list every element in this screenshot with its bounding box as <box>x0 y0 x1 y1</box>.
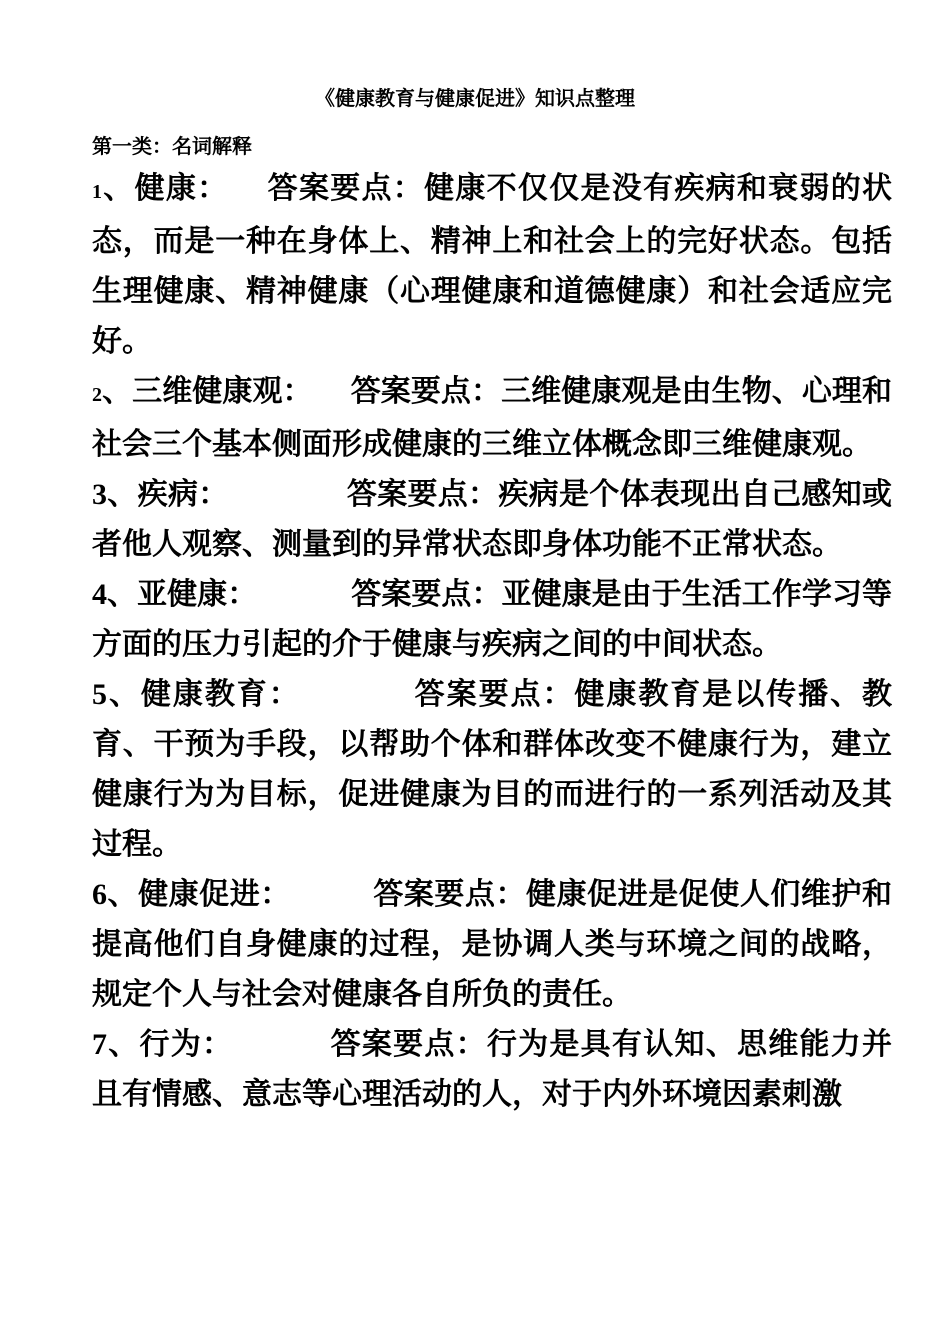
section-heading: 第一类：名词解释 <box>92 134 252 158</box>
definition-entry-6 <box>92 870 892 1020</box>
entry-term: 行为： <box>139 1027 234 1062</box>
entry-answer: 答案要点：亚健康是由于生活工作学习等方面的压力引起的介于健康与疾病之间的中间状态。 <box>92 577 893 662</box>
entry-number: 5 <box>92 678 107 711</box>
entry-term: 三维健康观： <box>132 374 313 409</box>
definition-entry-2 <box>92 367 892 470</box>
definition-entry-7 <box>92 1020 892 1120</box>
definition-entry-5 <box>92 670 892 870</box>
entry-separator: 、 <box>107 877 139 912</box>
entry-answer: 答案要点：三维健康观是由生物、心理和社会三个基本侧面形成健康的三维立体概念即三维健康观。 <box>92 374 893 462</box>
entry-answer: 答案要点：健康不仅仅是没有疾病和衰弱的状态，而是一种在身体上、精神上和社会上的完好状态。包括生理健康、精神健康（心理健康和道德健康）和社会适应完好。 <box>92 171 893 359</box>
definition-entry-1 <box>92 164 892 367</box>
entry-separator: 、 <box>102 171 135 206</box>
entry-number: 7 <box>92 1028 107 1061</box>
entry-separator: 、 <box>107 1027 140 1062</box>
entry-number: 3 <box>92 478 107 511</box>
entry-number: 6 <box>92 878 107 911</box>
entry-answer: 答案要点：行为是具有认知、思维能力并且有情感、意志等心理活动的人，对于内外环境因素刺激 <box>92 1027 893 1112</box>
entry-term: 健康： <box>134 171 229 206</box>
entry-answer: 答案要点：健康促进是促使人们维护和提高他们自身健康的过程，是协调人类与环境之间的战略，规定个人与社会对健康各自所负的责任。 <box>92 877 893 1012</box>
entry-separator: 、 <box>107 477 138 512</box>
entry-term: 亚健康： <box>137 577 258 612</box>
entry-term: 健康促进： <box>138 877 291 912</box>
entry-number: 1 <box>92 181 102 203</box>
document-title: 《健康教育与健康促进》知识点整理 <box>315 86 635 110</box>
definition-entry-4 <box>92 570 892 670</box>
entry-number: 4 <box>92 578 107 611</box>
entry-separator: 、 <box>107 577 138 612</box>
entry-answer: 答案要点：疾病是个体表现出自己感知或者他人观察、测量到的异常状态即身体功能不正常状态。 <box>92 477 893 562</box>
entry-answer: 答案要点：健康教育是以传播、教育、干预为手段，以帮助个体和群体改变不健康行为，建立健康行为为目标，促进健康为目的而进行的一系列活动及其过程。 <box>92 677 893 862</box>
definition-list <box>92 164 892 1120</box>
entry-number: 2 <box>92 384 102 406</box>
entry-separator: 、 <box>102 374 133 409</box>
entry-term: 健康教育： <box>140 677 301 712</box>
entry-term: 疾病： <box>137 477 229 512</box>
entry-separator: 、 <box>107 677 141 712</box>
definition-entry-3 <box>92 470 892 570</box>
